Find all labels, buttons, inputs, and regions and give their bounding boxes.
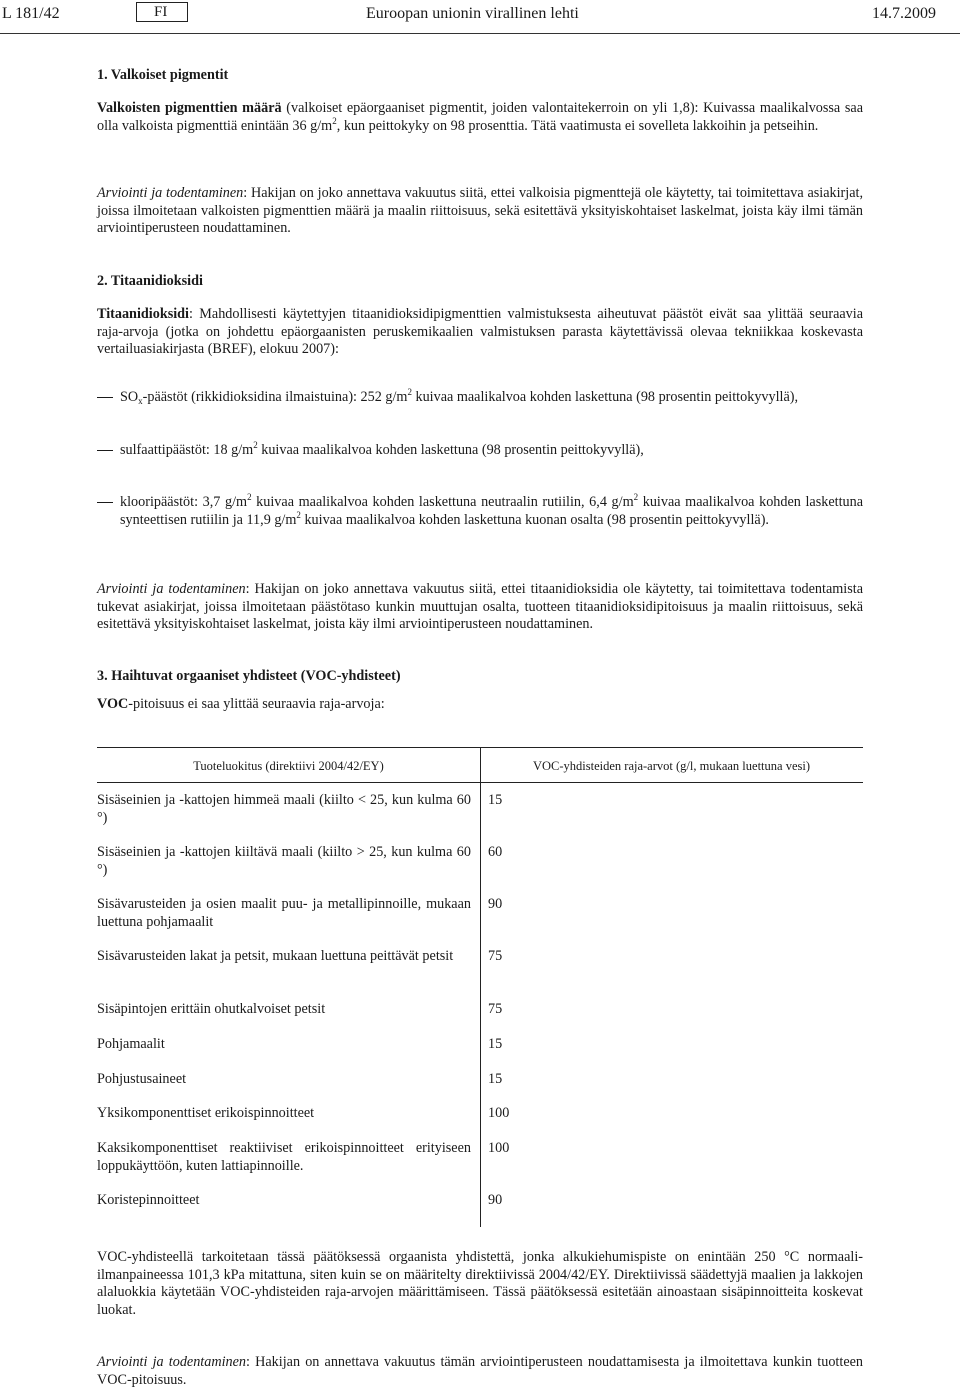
table-cell-product-class: Kaksikomponenttiset reaktiiviset erikoispinnoitteet erityiseen loppukäyttöön, kuten lattiapinnoille. bbox=[97, 1140, 471, 1174]
table-cell-product-class: Sisävarusteiden ja osien maalit puu- ja metallipinnoille, mukaan luettuna pohjamaalit bbox=[97, 896, 471, 930]
emission-limit-item: $SO_x$-päästöt (rikkidioksidina ilmaistuina): 252 $g/m^2$ kuivaa maalikalvoa kohden laskettuna (98 prosentin peittokyvyllä), bbox=[97, 389, 863, 407]
table-cell-product-class: Koristepinnoitteet bbox=[97, 1192, 200, 1208]
table-cell-product-class: Pohjustusaineet bbox=[97, 1071, 187, 1087]
dash-marker bbox=[97, 397, 113, 398]
section-1-title: 1. Valkoiset pigmentit bbox=[97, 67, 229, 83]
table-cell-product-class: Sisäseinien ja -kattojen kiiltävä maali (kiilto > 25, kun kulma 60 °) bbox=[97, 844, 471, 878]
table-cell-voc-limit: 75 bbox=[488, 1001, 503, 1017]
section-1-assessment: Arviointi ja todentaminen: Hakijan on joko annettava vakuutus siitä, ettei valkoisia pigmenttejä ole käytetty, tai toimitettava asiakirjat, joissa ilmoitetaan valkoisten pigmenttien määrä ja maalin riittoisuus, sekä esitettävä yksityiskohtaiset laskelmat, joista käy ilmi tämän arviointiperusteen noudattaminen. bbox=[97, 185, 863, 237]
publication-date: 14.7.2009 bbox=[872, 5, 936, 22]
table-cell-product-class: Sisäseinien ja -kattojen himmeä maali (kiilto < 25, kun kulma 60 °) bbox=[97, 792, 471, 826]
table-cell-product-class: Sisävarusteiden lakat ja petsit, mukaan luettuna peittävät petsit bbox=[97, 948, 454, 964]
page-reference: L 181/42 bbox=[2, 5, 60, 22]
table-header-product-class: Tuoteluokitus (direktiivi 2004/42/EY) bbox=[193, 759, 384, 773]
table-cell-voc-limit: 90 bbox=[488, 1192, 503, 1208]
table-cell-product-class: Pohjamaalit bbox=[97, 1036, 165, 1052]
table-cell-voc-limit: 100 bbox=[488, 1105, 510, 1121]
section-3-assessment: Arviointi ja todentaminen: Hakijan on annettava vakuutus tämän arviointiperusteen noudattamisesta ja ilmoitettava kunkin tuotteen VOC-pitoisuus. bbox=[97, 1354, 864, 1388]
emission-limit-item: sulfaattipäästöt: 18 $g/m^2$ kuivaa maalikalvoa kohden laskettuna (98 prosentin peittokyvyllä), bbox=[97, 442, 863, 460]
table-cell-product-class: Yksikomponenttiset erikoispinnoitteet bbox=[97, 1105, 315, 1121]
section-2-assessment: Arviointi ja todentaminen: Hakijan on joko annettava vakuutus siitä, ettei titaanidioksidia ole käytetty, tai toimitettava todentamista tukevat asiakirjat, joissa ilmoitetaan päästötaso kunkin muuttujan osalta, tuotteen titaanidioksidipitoisuus ja maalin riittoisuus, sekä esitettävä yksityiskohtaiset laskelmat, joista käy ilmi arviointiperusteen noudattaminen. bbox=[97, 581, 864, 633]
table-cell-voc-limit: 60 bbox=[488, 844, 503, 860]
table-column-divider bbox=[480, 747, 481, 1227]
section-3-title: 3. Haihtuvat orgaaniset yhdisteet (VOC-yhdisteet) bbox=[97, 668, 401, 684]
dash-marker bbox=[97, 450, 113, 451]
language-code: FI bbox=[154, 4, 168, 20]
section-3-paragraph: VOC-pitoisuus ei saa ylittää seuraavia raja-arvoja: bbox=[97, 696, 385, 712]
table-cell-voc-limit: 15 bbox=[488, 1071, 503, 1087]
table-cell-voc-limit: 100 bbox=[488, 1140, 510, 1156]
emission-limit-item: klooripäästöt: 3,7 $g/m^2$ kuivaa maalikalvoa kohden laskettuna neutraalin rutiilin, 6,4 $g/m^2$ kuivaa maalikalvoa kohden laskettuna synteettisen rutiilin ja 11,9 $g/m^2$ kuivaa maalikalvoa kohden laskettuna kuonan osalta (98 prosentin peittokyvyllä). bbox=[97, 494, 863, 529]
table-cell-voc-limit: 15 bbox=[488, 792, 503, 808]
header-rule bbox=[0, 33, 960, 34]
table-cell-voc-limit: 15 bbox=[488, 1036, 503, 1052]
table-header-voc-limit: VOC-yhdisteiden raja-arvot (g/l, mukaan luettuna vesi) bbox=[532, 759, 810, 773]
dash-marker bbox=[97, 502, 113, 503]
table-cell-product-class: Sisäpintojen erittäin ohutkalvoiset petsit bbox=[97, 1001, 326, 1017]
voc-definition-paragraph: VOC-yhdisteellä tarkoitetaan tässä päätöksessä orgaanista yhdistettä, jonka alkukiehumispiste on enintään 250 °C normaali-ilmanpaineessa 101,3 kPa mitattuna, siten kuin se on määritelty direktiivissä 2004/42/EY. Direktiivissä säädettyjä maalien ja lakkojen alaluokkia käytetään VOC-yhdisteiden raja-arvojen määrittämiseen. Tässä päätöksessä esitetään ainoastaan sisäpinnoitteita koskevat luokat. bbox=[97, 1249, 863, 1318]
table-cell-voc-limit: 90 bbox=[488, 896, 503, 912]
section-1-paragraph: Valkoisten pigmenttien määrä (valkoiset epäorgaaniset pigmentit, joiden valontaitekerroin on yli 1,8): Kuivassa maalikalvossa saa olla valkoista pigmenttiä enintään 36 $g/m^2$, kun peittokyky on 98 prosenttia. Tätä vaatimusta ei sovelleta lakkoihin ja petseihin. bbox=[97, 100, 864, 134]
section-2-paragraph: Titaanidioksidi: Mahdollisesti käytettyjen titaanidioksidipigmenttien valmistuksesta aiheutuvat päästöt eivät saa ylittää seuraavia raja-arvoja (jotka on johdettu epäorgaanisten peruskemikaalien valmistuksen parasta käytettävissä olevaa tekniikkaa koskevasta vertailuasiakirjasta (BREF), elokuu 2007): bbox=[97, 306, 863, 358]
journal-title: Euroopan unionin virallinen lehti bbox=[366, 5, 579, 22]
table-cell-voc-limit: 75 bbox=[488, 948, 503, 964]
section-2-title: 2. Titaanidioksidi bbox=[97, 273, 203, 289]
language-code-box bbox=[136, 2, 188, 22]
